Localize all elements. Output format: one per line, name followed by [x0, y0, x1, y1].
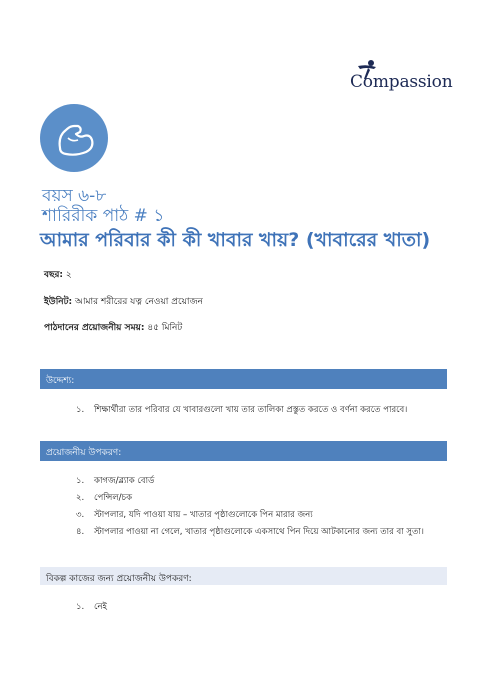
list-item	[76, 525, 424, 539]
alternative-heading: বিকল্প কাজের জন্য প্রয়োজনীয় উপকরণ:	[46, 574, 192, 584]
unit-label: ইউনিট:	[44, 297, 73, 307]
lesson-icon-circle	[40, 104, 108, 172]
item-number: ১.	[76, 602, 85, 612]
flexed-arm-icon	[40, 104, 108, 172]
year-line	[44, 267, 72, 282]
age-range: বয়স ৬-৮	[42, 186, 107, 206]
item-text: পেন্সিল/চক	[94, 493, 133, 503]
list-item	[76, 403, 407, 417]
item-text: স্টাপলার পাওয়া না গেলে, খাতার পৃষ্ঠাগুলোকে একসাথে পিন দিয়ে আটকানোর জন্য তার বা সুতা।	[94, 527, 424, 537]
logo-text: Compassion	[350, 72, 453, 92]
time-value: ৪৫ মিনিট	[147, 323, 183, 333]
item-number: ১.	[76, 405, 85, 415]
materials-heading-bar	[40, 441, 447, 461]
item-text: স্টাপলার, যদি পাওয়া যায় – খাতার পৃষ্ঠাগুলোকে পিন মারার জন্য	[94, 510, 313, 520]
item-number: ৪.	[76, 527, 85, 537]
item-number: ১.	[76, 476, 85, 486]
year-label: বছর:	[44, 270, 64, 280]
list-item	[76, 491, 132, 505]
page-title: আমার পরিবার কী কী খাবার খায়? (খাবারের খাতা)	[40, 229, 431, 251]
item-number: ২.	[76, 493, 85, 503]
objective-heading-bar	[40, 369, 447, 389]
year-value: ২	[65, 270, 72, 280]
time-line	[44, 320, 182, 335]
materials-heading: প্রয়োজনীয় উপকরণ:	[46, 448, 122, 458]
list-item	[76, 600, 107, 614]
item-number: ৩.	[76, 510, 85, 520]
unit-value: আমার শরীরের যত্ন নেওয়া প্রয়োজন	[75, 297, 203, 307]
item-text: শিক্ষার্থীরা তার পরিবার যে খাবারগুলো খায় তার তালিকা প্রস্তুত করতে ও বর্ণনা করতে পারবে।	[94, 405, 408, 415]
list-item	[76, 474, 154, 488]
time-label: পাঠদানের প্রয়োজনীয় সময়:	[44, 323, 145, 333]
compassion-logo	[338, 58, 458, 98]
objective-heading: উদ্দেশ্য:	[46, 376, 75, 386]
item-text: নেই	[94, 602, 107, 612]
lesson-number: শারিরীক পাঠ # ১	[42, 206, 165, 226]
item-text: কাগজ/ব্ল্যাক বোর্ড	[94, 476, 155, 486]
list-item	[76, 508, 313, 522]
unit-line	[44, 294, 203, 309]
alternative-heading-bar	[40, 567, 447, 585]
